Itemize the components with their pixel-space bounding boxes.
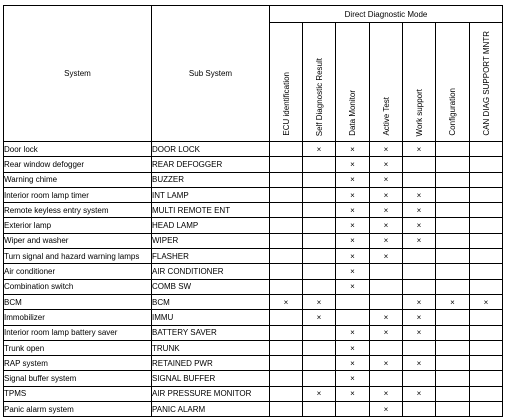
mode-cell	[270, 142, 303, 157]
mode-cell	[270, 172, 303, 187]
supported-mark: ×	[416, 221, 422, 231]
sub-system-cell: SIGNAL BUFFER	[152, 371, 270, 386]
table-row	[4, 157, 503, 172]
mode-cell	[403, 172, 436, 187]
supported-mark: ×	[350, 389, 355, 399]
mode-cell	[470, 203, 503, 218]
mode-cell	[370, 233, 403, 248]
supported-mark: ×	[383, 159, 389, 169]
mode-cell	[270, 218, 303, 233]
mode-cell	[370, 371, 403, 386]
mode-cell	[336, 249, 370, 264]
mode-cell	[370, 340, 403, 355]
mode-cell	[470, 157, 503, 172]
supported-mark: ×	[350, 175, 355, 185]
system-cell: Door lock	[4, 142, 152, 157]
supported-mark: ×	[450, 297, 455, 307]
system-cell: Warning chime	[4, 172, 152, 187]
supported-mark: ×	[416, 144, 422, 154]
supported-mark: ×	[383, 251, 389, 261]
system-cell: Remote keyless entry system	[4, 203, 152, 218]
mode-cell	[403, 340, 436, 355]
mode-header-active-test: Active Test	[370, 23, 403, 142]
system-cell: Exterior lamp	[4, 218, 152, 233]
table-row	[4, 294, 503, 309]
system-cell: BCM	[4, 294, 152, 309]
system-cell: Immobilizer	[4, 310, 152, 325]
supported-mark: ×	[383, 328, 389, 338]
mode-cell	[303, 340, 336, 355]
mode-cell	[270, 325, 303, 340]
mode-cell	[270, 371, 303, 386]
system-cell: Panic alarm system	[4, 402, 152, 417]
mode-cell	[370, 310, 403, 325]
mode-cell	[370, 294, 403, 309]
system-cell: Interior room lamp timer	[4, 187, 152, 202]
table-row	[4, 249, 503, 264]
sub-system-cell: HEAD LAMP	[152, 218, 270, 233]
system-column-header: System	[4, 6, 152, 142]
mode-cell	[303, 187, 336, 202]
mode-cell	[403, 402, 436, 417]
mode-cell	[336, 279, 370, 294]
supported-mark: ×	[416, 328, 422, 338]
sub-system-cell: MULTI REMOTE ENT	[152, 203, 270, 218]
mode-cell	[303, 310, 336, 325]
mode-cell	[336, 402, 370, 417]
mode-cell	[436, 386, 470, 401]
table-row	[4, 386, 503, 401]
mode-cell	[370, 218, 403, 233]
mode-cell	[303, 264, 336, 279]
mode-cell	[336, 142, 370, 157]
sub-system-cell: PANIC ALARM	[152, 402, 270, 417]
supported-mark: ×	[350, 374, 355, 384]
mode-cell	[436, 264, 470, 279]
mode-cell	[436, 142, 470, 157]
mode-cell	[303, 249, 336, 264]
mode-cell	[336, 386, 370, 401]
mode-cell	[336, 310, 370, 325]
mode-cell	[270, 249, 303, 264]
mode-cell	[436, 402, 470, 417]
mode-cell	[436, 279, 470, 294]
supported-mark: ×	[383, 236, 389, 246]
table-row	[4, 203, 503, 218]
mode-cell	[470, 386, 503, 401]
table-row	[4, 264, 503, 279]
sub-system-cell: BCM	[152, 294, 270, 309]
mode-cell	[303, 233, 336, 248]
mode-cell	[403, 310, 436, 325]
table-row	[4, 172, 503, 187]
mode-cell	[470, 310, 503, 325]
system-cell: Signal buffer system	[4, 371, 152, 386]
direct-diagnostic-mode-header: Direct Diagnostic Mode	[270, 6, 503, 23]
supported-mark: ×	[416, 389, 422, 399]
supported-mark: ×	[383, 175, 389, 185]
mode-cell	[436, 233, 470, 248]
supported-mark: ×	[350, 358, 355, 368]
supported-mark: ×	[483, 297, 489, 307]
supported-mark: ×	[383, 404, 389, 414]
mode-cell	[303, 356, 336, 371]
mode-cell	[270, 203, 303, 218]
supported-mark: ×	[383, 144, 389, 154]
supported-mark: ×	[350, 267, 355, 277]
sub-system-cell: RETAINED PWR	[152, 356, 270, 371]
mode-header-work-support: Work support	[403, 23, 436, 142]
supported-mark: ×	[316, 144, 322, 154]
mode-cell	[470, 218, 503, 233]
mode-cell	[470, 325, 503, 340]
sub-system-cell: COMB SW	[152, 279, 270, 294]
mode-cell	[370, 187, 403, 202]
mode-cell	[303, 279, 336, 294]
table-row	[4, 325, 503, 340]
supported-mark: ×	[316, 389, 322, 399]
supported-mark: ×	[416, 190, 422, 200]
supported-mark: ×	[350, 343, 355, 353]
mode-cell	[470, 294, 503, 309]
mode-cell	[270, 264, 303, 279]
mode-cell	[303, 371, 336, 386]
mode-cell	[470, 402, 503, 417]
supported-mark: ×	[383, 358, 389, 368]
diagnostic-mode-table	[3, 5, 503, 417]
supported-mark: ×	[416, 205, 422, 215]
mode-cell	[336, 371, 370, 386]
supported-mark: ×	[350, 282, 355, 292]
system-cell: Air conditioner	[4, 264, 152, 279]
supported-mark: ×	[350, 236, 355, 246]
mode-cell	[403, 371, 436, 386]
supported-mark: ×	[383, 389, 389, 399]
mode-cell	[270, 402, 303, 417]
supported-mark: ×	[416, 312, 422, 322]
mode-header-ecu-identification: ECU identification	[270, 23, 303, 142]
mode-cell	[303, 386, 336, 401]
mode-cell	[370, 157, 403, 172]
mode-cell	[370, 402, 403, 417]
supported-mark: ×	[383, 312, 389, 322]
mode-cell	[436, 218, 470, 233]
mode-cell	[436, 172, 470, 187]
mode-cell	[303, 294, 336, 309]
mode-cell	[370, 279, 403, 294]
mode-cell	[436, 249, 470, 264]
mode-cell	[336, 218, 370, 233]
mode-cell	[436, 203, 470, 218]
supported-mark: ×	[283, 297, 289, 307]
mode-cell	[470, 340, 503, 355]
mode-cell	[336, 356, 370, 371]
table-row	[4, 142, 503, 157]
mode-cell	[403, 264, 436, 279]
mode-cell	[470, 187, 503, 202]
sub-system-cell: FLASHER	[152, 249, 270, 264]
system-cell: Interior room lamp battery saver	[4, 325, 152, 340]
sub-system-column-header: Sub System	[152, 6, 270, 142]
mode-cell	[403, 187, 436, 202]
mode-cell	[370, 325, 403, 340]
mode-cell	[270, 294, 303, 309]
system-cell: Turn signal and hazard warning lamps	[4, 249, 152, 264]
mode-cell	[336, 203, 370, 218]
mode-cell	[470, 279, 503, 294]
sub-system-cell: REAR DEFOGGER	[152, 157, 270, 172]
mode-cell	[336, 172, 370, 187]
system-cell: Rear window defogger	[4, 157, 152, 172]
table-row	[4, 402, 503, 417]
mode-cell	[470, 172, 503, 187]
mode-cell	[470, 249, 503, 264]
mode-header-self-diagnostic-result: Self Diagnostic Result	[303, 23, 336, 142]
mode-cell	[336, 264, 370, 279]
mode-header-configuration: Configuration	[436, 23, 470, 142]
table-row	[4, 279, 503, 294]
mode-cell	[270, 279, 303, 294]
mode-cell	[336, 187, 370, 202]
mode-header-data-monitor: Data Monitor	[336, 23, 370, 142]
mode-cell	[403, 218, 436, 233]
supported-mark: ×	[383, 205, 389, 215]
mode-cell	[403, 294, 436, 309]
mode-cell	[370, 142, 403, 157]
mode-cell	[370, 172, 403, 187]
supported-mark: ×	[350, 159, 355, 169]
mode-cell	[403, 356, 436, 371]
supported-mark: ×	[350, 190, 355, 200]
mode-cell	[436, 371, 470, 386]
system-cell: RAP system	[4, 356, 152, 371]
header-row-top	[4, 6, 503, 23]
table-row	[4, 218, 503, 233]
system-cell: TPMS	[4, 386, 152, 401]
table-row	[4, 310, 503, 325]
mode-cell	[403, 233, 436, 248]
mode-cell	[436, 325, 470, 340]
mode-cell	[436, 157, 470, 172]
supported-mark: ×	[316, 297, 322, 307]
mode-cell	[470, 264, 503, 279]
system-cell: Combination switch	[4, 279, 152, 294]
mode-cell	[436, 310, 470, 325]
mode-cell	[370, 249, 403, 264]
mode-cell	[270, 356, 303, 371]
mode-cell	[303, 172, 336, 187]
mode-cell	[370, 356, 403, 371]
sub-system-cell: INT LAMP	[152, 187, 270, 202]
mode-cell	[403, 325, 436, 340]
supported-mark: ×	[350, 328, 355, 338]
supported-mark: ×	[350, 221, 355, 231]
mode-cell	[470, 371, 503, 386]
mode-cell	[270, 233, 303, 248]
mode-cell	[403, 157, 436, 172]
supported-mark: ×	[416, 236, 422, 246]
mode-cell	[370, 264, 403, 279]
mode-cell	[403, 249, 436, 264]
mode-cell	[270, 310, 303, 325]
supported-mark: ×	[316, 312, 322, 322]
supported-mark: ×	[383, 221, 389, 231]
mode-cell	[303, 325, 336, 340]
table-row	[4, 233, 503, 248]
mode-cell	[403, 142, 436, 157]
mode-cell	[370, 386, 403, 401]
mode-header-can-diag-support-mntr: CAN DIAG SUPPORT MNTR	[470, 23, 503, 142]
mode-cell	[370, 203, 403, 218]
mode-cell	[336, 233, 370, 248]
mode-cell	[336, 325, 370, 340]
supported-mark: ×	[350, 144, 355, 154]
mode-cell	[470, 233, 503, 248]
mode-cell	[303, 218, 336, 233]
table-row	[4, 371, 503, 386]
mode-cell	[403, 279, 436, 294]
mode-cell	[470, 356, 503, 371]
mode-cell	[436, 294, 470, 309]
mode-cell	[403, 203, 436, 218]
mode-cell	[303, 142, 336, 157]
mode-cell	[270, 187, 303, 202]
sub-system-cell: TRUNK	[152, 340, 270, 355]
supported-mark: ×	[416, 358, 422, 368]
sub-system-cell: DOOR LOCK	[152, 142, 270, 157]
supported-mark: ×	[383, 190, 389, 200]
mode-cell	[270, 386, 303, 401]
mode-cell	[270, 157, 303, 172]
system-cell: Wiper and washer	[4, 233, 152, 248]
sub-system-cell: AIR PRESSURE MONITOR	[152, 386, 270, 401]
table-row	[4, 187, 503, 202]
mode-cell	[303, 157, 336, 172]
supported-mark: ×	[350, 251, 355, 261]
table-row	[4, 356, 503, 371]
sub-system-cell: BUZZER	[152, 172, 270, 187]
sub-system-cell: WIPER	[152, 233, 270, 248]
sub-system-cell: IMMU	[152, 310, 270, 325]
system-cell: Trunk open	[4, 340, 152, 355]
table-body	[4, 142, 503, 417]
mode-cell	[403, 386, 436, 401]
supported-mark: ×	[416, 297, 422, 307]
mode-cell	[436, 187, 470, 202]
mode-cell	[336, 157, 370, 172]
sub-system-cell: AIR CONDITIONER	[152, 264, 270, 279]
mode-cell	[303, 203, 336, 218]
mode-cell	[436, 340, 470, 355]
supported-mark: ×	[350, 205, 355, 215]
mode-cell	[336, 340, 370, 355]
table-row	[4, 340, 503, 355]
mode-cell	[336, 294, 370, 309]
sub-system-cell: BATTERY SAVER	[152, 325, 270, 340]
mode-cell	[436, 356, 470, 371]
mode-cell	[470, 142, 503, 157]
mode-cell	[270, 340, 303, 355]
mode-cell	[303, 402, 336, 417]
